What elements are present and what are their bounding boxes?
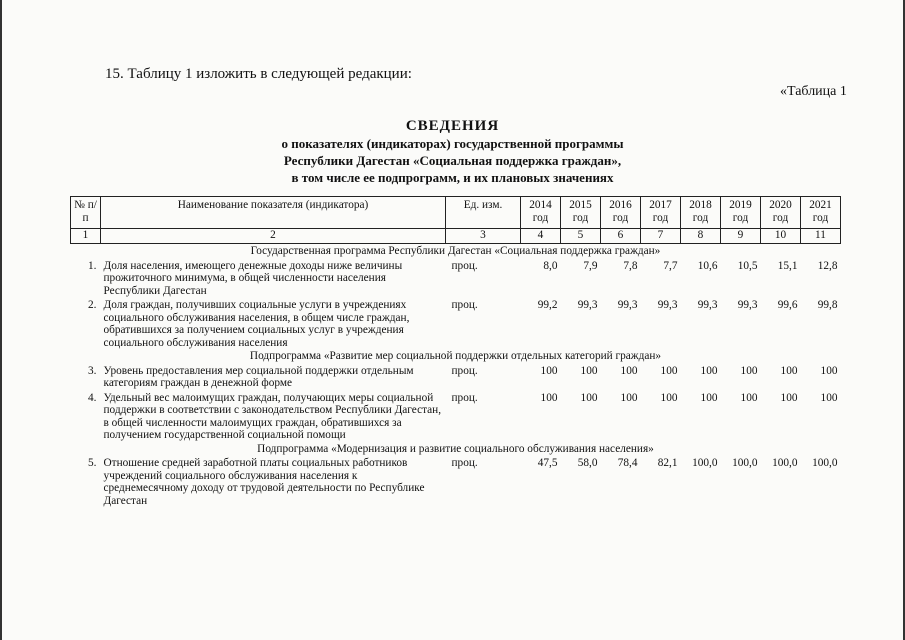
header-year: 2014 год: [521, 197, 561, 229]
table-row: [71, 363, 841, 390]
value-cell: 82,1: [657, 457, 678, 469]
unit-cell: проц.: [451, 299, 478, 311]
section-title: Государственная программа Республики Дагестан «Социальная поддержка граждан»: [250, 245, 661, 257]
column-number: 8: [681, 229, 721, 244]
header-year: 2018 год: [681, 197, 721, 229]
value-cell: 99,2: [537, 299, 558, 311]
column-number: 6: [601, 229, 641, 244]
indicator-name: Доля населения, имеющего денежные доходы ниже величины прожиточного минимума, в общей численности населения Республики Дагестан: [103, 259, 403, 297]
value-cell: 100: [580, 391, 598, 404]
row-number: 1.: [88, 259, 97, 272]
column-number: 7: [641, 229, 681, 244]
indicators-table: [70, 196, 841, 507]
column-number: 10: [761, 229, 801, 244]
indicator-name: Уровень предоставления мер социальной поддержки отдельным категориям граждан в денежной форме: [103, 364, 414, 389]
section-title: Подпрограмма «Модернизация и развитие социального обслуживания населения»: [257, 442, 654, 455]
section-row: [71, 349, 841, 363]
value-cell: 100: [540, 391, 558, 404]
value-cell: 8,0: [543, 259, 558, 272]
value-cell: 78,4: [617, 457, 638, 469]
table-row: [71, 390, 841, 442]
value-cell: 99,6: [777, 299, 798, 311]
column-number: 2: [101, 229, 446, 244]
value-cell: 99,3: [617, 299, 638, 311]
section-title: Подпрограмма «Развитие мер социальной поддержки отдельных категорий граждан»: [249, 350, 662, 362]
value-cell: 10,6: [697, 259, 718, 272]
value-cell: 99,3: [737, 299, 758, 311]
header-year: 2017 год: [641, 197, 681, 229]
value-cell: 100: [660, 391, 678, 404]
value-cell: 12,8: [817, 259, 838, 272]
unit-cell: проц.: [451, 391, 478, 404]
header-no: № п/п: [71, 197, 101, 229]
indicator-name: Доля граждан, получивших социальные услуги в учреждениях социального обслуживания населения, в общем числе граждан, обратившихся за получением социальных услуг в учреждения социального обслуживания населения: [103, 299, 410, 349]
value-cell: 99,8: [817, 299, 838, 311]
header-unit: Ед. изм.: [446, 197, 521, 229]
table-label: «Таблица 1: [780, 84, 847, 99]
unit-cell: проц.: [451, 457, 478, 469]
value-cell: 100: [540, 364, 558, 377]
table-row: [71, 455, 841, 507]
value-cell: 100,0: [812, 457, 838, 469]
value-cell: 47,5: [537, 457, 558, 469]
column-number: 9: [721, 229, 761, 244]
value-cell: 100: [740, 364, 758, 377]
value-cell: 100: [580, 364, 598, 377]
column-number: 4: [521, 229, 561, 244]
value-cell: 99,3: [577, 299, 598, 311]
indicator-name: Отношение средней заработной платы социальных работников учреждений социального обслуживания населения к среднемесячному доходу от трудовой деятельности по Республике Дагестан: [103, 457, 425, 507]
value-cell: 99,3: [697, 299, 718, 311]
value-cell: 100: [740, 391, 758, 404]
document-subtitle-line-1: о показателях (индикаторах) государственной программы: [281, 136, 624, 151]
row-number: 5.: [88, 457, 97, 469]
value-cell: 100,0: [772, 457, 798, 469]
document-subtitle-line-3: в том числе ее подпрограмм, и их плановых значениях: [291, 170, 614, 185]
value-cell: 100,0: [732, 457, 758, 469]
unit-cell: проц.: [451, 259, 478, 272]
header-year: 2020 год: [761, 197, 801, 229]
value-cell: 58,0: [577, 457, 598, 469]
unit-cell: проц.: [451, 364, 478, 377]
value-cell: 100: [620, 391, 638, 404]
value-cell: 100: [820, 364, 838, 377]
value-cell: 100,0: [692, 457, 718, 469]
column-number: 1: [71, 229, 101, 244]
value-cell: 7,9: [583, 259, 598, 272]
table-row: [71, 297, 841, 349]
column-number: 11: [801, 229, 841, 244]
header-year: 2019 год: [721, 197, 761, 229]
section-row: [71, 244, 841, 258]
value-cell: 7,8: [623, 259, 638, 272]
header-row: [71, 197, 841, 229]
intro-text: 15. Таблицу 1 изложить в следующей редакции:: [105, 66, 412, 82]
header-year: 2015 год: [561, 197, 601, 229]
value-cell: 100: [820, 391, 838, 404]
value-cell: 100: [660, 364, 678, 377]
document-subtitle-line-2: Республики Дагестан «Социальная поддержка граждан»,: [283, 153, 622, 168]
header-name: Наименование показателя (индикатора): [101, 197, 446, 229]
value-cell: 100: [780, 391, 798, 404]
header-year: 2021 год: [801, 197, 841, 229]
row-number: 2.: [88, 299, 97, 311]
column-number: 5: [561, 229, 601, 244]
value-cell: 100: [620, 364, 638, 377]
indicator-name: Удельный вес малоимущих граждан, получающих меры социальной поддержки в соответствии с законодательством Республики Дагестан, в общей численности малоимущих граждан, обратившихся за получением государственной социальной помощи: [103, 391, 442, 441]
section-row: [71, 442, 841, 456]
column-number: 3: [446, 229, 521, 244]
value-cell: 99,3: [657, 299, 678, 311]
value-cell: 10,5: [737, 259, 758, 272]
row-number: 4.: [88, 391, 97, 404]
value-cell: 7,7: [663, 259, 678, 272]
row-number: 3.: [88, 364, 97, 377]
table-row: [71, 258, 841, 298]
header-year: 2016 год: [601, 197, 641, 229]
value-cell: 15,1: [777, 259, 798, 272]
value-cell: 100: [780, 364, 798, 377]
value-cell: 100: [700, 391, 718, 404]
document-title: СВЕДЕНИЯ: [405, 118, 500, 134]
value-cell: 100: [700, 364, 718, 377]
column-number-row: [71, 229, 841, 244]
